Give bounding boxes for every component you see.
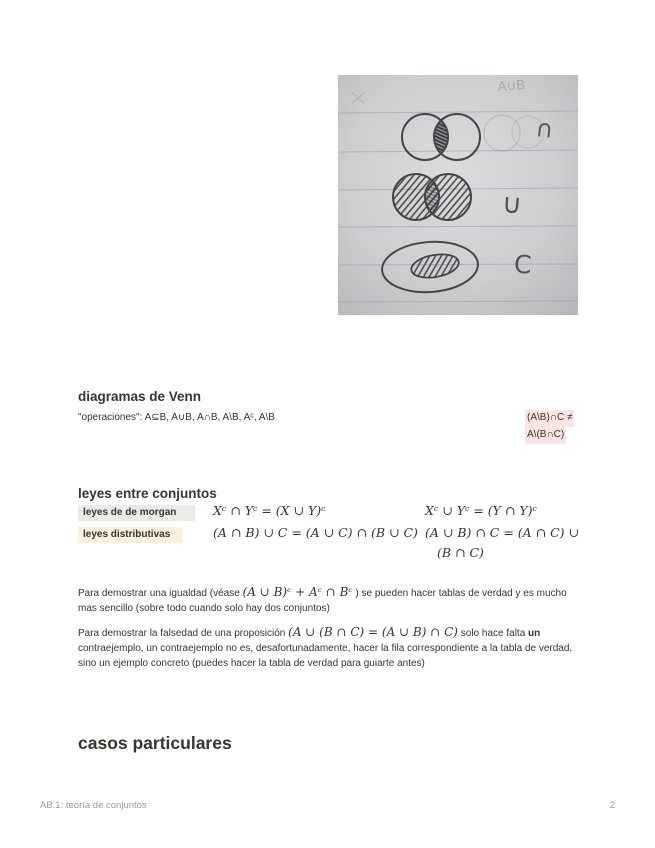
demorgan-label-chip: leyes de de morgan [78, 505, 195, 521]
distributive-formula-right-line2: (B ∩ C) [437, 545, 484, 560]
corner-scribble-text: A∪B [497, 78, 526, 95]
distributive-label-chip: leyes distributivas [78, 527, 182, 543]
demorgan-formula-right: Xᶜ ∪ Yᶜ = (Y ∩ Y)ᶜ [425, 503, 537, 518]
paragraph-falsedad-inline-math: (A ∪ (B ∩ C) = (A ∪ B) ∩ C) [288, 625, 458, 639]
paragraph-falsedad-text-after: contraejemplo, un contraejemplo no es, desafortunadamente, hacer la fila correspondiente a la tabla de verdad, sino un ejemplo concreto (puedes hacer la tabla de verdad para guiarte antes) [78, 643, 573, 669]
section-heading-laws: leyes entre conjuntos [78, 486, 217, 501]
venn-sketch-drawing [338, 75, 578, 315]
inequality-note-line2: A\(B∩C) [525, 427, 566, 444]
demorgan-formula-left: Xᶜ ∩ Yᶜ = (X ∪ Y)ᶜ [213, 503, 326, 518]
paragraph-equality-text-after: ) se pueden hacer tablas de verdad y es mucho mas sencillo (sobre todo cuando solo hay dos conjuntos) [78, 588, 567, 614]
venn-sketch-photo [338, 75, 578, 315]
inequality-note-line1: (A\B)∩C ≠ [525, 410, 574, 427]
footer-document-title: AB.1: teoría de conjuntos [40, 800, 147, 811]
cap-symbol-sketch: ∩ [534, 114, 555, 144]
distributive-formula-right-line1: (A ∪ B) ∩ C = (A ∩ C) ∪ [425, 525, 580, 540]
operations-text: "operaciones": A⊆B, A∪B, A∩B, A\B, Aᶜ, A\B [78, 412, 275, 423]
paragraph-equality-inline-math: (A ∪ B)ᶜ + Aᶜ ∩ Bᶜ [242, 585, 353, 599]
inequality-note [525, 410, 615, 444]
paragraph-falsedad [78, 625, 583, 671]
cup-symbol-sketch: ∪ [500, 188, 523, 221]
footer-page-number: 2 [609, 800, 615, 811]
c-label-sketch: C [513, 249, 533, 280]
paragraph-equality-text-before: Para demostrar una igualdad (véase [78, 588, 243, 599]
paragraph-equality [78, 585, 583, 616]
paragraph-falsedad-text-before: Para demostrar la falsedad de una proposición [78, 628, 289, 639]
distributive-formula-left: (A ∩ B) ∪ C = (A ∪ C) ∩ (B ∪ C) [213, 525, 418, 540]
section-heading-venn: diagramas de Venn [78, 389, 202, 404]
paragraph-falsedad-bold-un: un [528, 628, 541, 639]
section-heading-casos-particulares: casos particulares [78, 733, 232, 753]
paragraph-falsedad-text-mid: solo hace falta [457, 628, 529, 639]
